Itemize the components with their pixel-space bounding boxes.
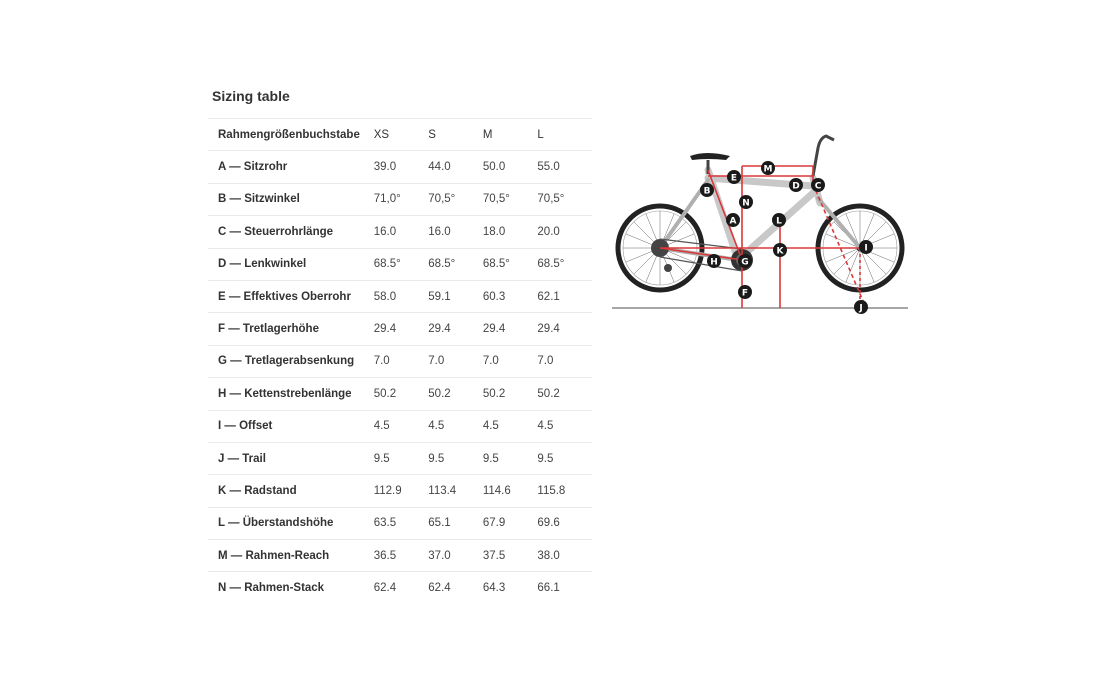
handlebar	[813, 136, 834, 176]
row-value: 62.4	[374, 572, 429, 604]
row-value: 16.0	[374, 216, 429, 248]
table-row	[208, 572, 592, 604]
row-value: 115.8	[537, 475, 592, 507]
row-label: L — Überstandshöhe	[208, 507, 374, 539]
row-label: A — Sitzrohr	[208, 151, 374, 183]
row-value: 9.5	[537, 442, 592, 474]
table-row	[208, 151, 592, 183]
table-row	[208, 442, 592, 474]
svg-text:K: K	[776, 246, 784, 257]
row-value: 29.4	[537, 313, 592, 345]
row-value: 62.1	[537, 280, 592, 312]
row-value: 4.5	[374, 410, 429, 442]
row-value: 63.5	[374, 507, 429, 539]
svg-text:D: D	[792, 181, 800, 192]
row-label: C — Steuerrohrlänge	[208, 216, 374, 248]
row-label: M — Rahmen-Reach	[208, 540, 374, 572]
row-value: 37.0	[428, 540, 483, 572]
marker-h	[707, 254, 721, 268]
row-value: 9.5	[428, 442, 483, 474]
row-value: 50.2	[537, 378, 592, 410]
row-value: 68.5°	[483, 248, 538, 280]
marker-i	[859, 240, 873, 254]
svg-text:N: N	[742, 198, 750, 209]
svg-text:M: M	[763, 164, 773, 175]
marker-j	[854, 300, 868, 314]
row-value: 4.5	[537, 410, 592, 442]
row-label: F — Tretlagerhöhe	[208, 313, 374, 345]
row-value: 113.4	[428, 475, 483, 507]
row-value: 67.9	[483, 507, 538, 539]
row-value: 50.2	[374, 378, 429, 410]
page-title: Sizing table	[212, 88, 290, 104]
table-row	[208, 378, 592, 410]
marker-d	[789, 178, 803, 192]
table-row	[208, 507, 592, 539]
row-value: 70,5°	[483, 183, 538, 215]
column-header: L	[537, 119, 592, 151]
marker-f	[738, 285, 752, 299]
row-value: 50.0	[483, 151, 538, 183]
row-value: 50.2	[483, 378, 538, 410]
sizing-table	[208, 118, 592, 604]
row-value: 39.0	[374, 151, 429, 183]
row-label: G — Tretlagerabsenkung	[208, 345, 374, 377]
row-value: 59.1	[428, 280, 483, 312]
row-value: 112.9	[374, 475, 429, 507]
row-value: 20.0	[537, 216, 592, 248]
svg-text:A: A	[729, 216, 737, 227]
row-value: 71,0°	[374, 183, 429, 215]
row-value: 29.4	[483, 313, 538, 345]
row-label: N — Rahmen-Stack	[208, 572, 374, 604]
row-value: 16.0	[428, 216, 483, 248]
column-header: Rahmengrößenbuchstabe	[208, 119, 374, 151]
svg-text:C: C	[814, 181, 822, 192]
table-row	[208, 248, 592, 280]
marker-e	[727, 170, 741, 184]
row-label: D — Lenkwinkel	[208, 248, 374, 280]
svg-text:F: F	[741, 288, 749, 299]
row-value: 37.5	[483, 540, 538, 572]
row-value: 62.4	[428, 572, 483, 604]
table-row	[208, 183, 592, 215]
table-row	[208, 280, 592, 312]
row-value: 44.0	[428, 151, 483, 183]
row-value: 68.5°	[428, 248, 483, 280]
bike-geometry-diagram	[608, 118, 910, 320]
marker-n	[739, 195, 753, 209]
svg-text:B: B	[703, 186, 711, 197]
column-header: XS	[374, 119, 429, 151]
row-value: 66.1	[537, 572, 592, 604]
table-row	[208, 410, 592, 442]
marker-m	[761, 161, 775, 175]
row-label: K — Radstand	[208, 475, 374, 507]
svg-text:I: I	[864, 243, 868, 254]
row-value: 64.3	[483, 572, 538, 604]
table-header-row	[208, 119, 592, 151]
row-value: 70,5°	[428, 183, 483, 215]
svg-text:E: E	[730, 173, 738, 184]
row-value: 9.5	[483, 442, 538, 474]
row-value: 29.4	[374, 313, 429, 345]
row-value: 7.0	[374, 345, 429, 377]
table-row	[208, 540, 592, 572]
row-value: 9.5	[374, 442, 429, 474]
row-value: 7.0	[483, 345, 538, 377]
row-value: 60.3	[483, 280, 538, 312]
row-value: 68.5°	[374, 248, 429, 280]
row-value: 68.5°	[537, 248, 592, 280]
marker-g	[738, 254, 752, 268]
marker-b	[700, 183, 714, 197]
svg-text:G: G	[741, 257, 749, 268]
row-value: 29.4	[428, 313, 483, 345]
table-row	[208, 345, 592, 377]
svg-text:H: H	[710, 257, 718, 268]
svg-text:J: J	[859, 303, 863, 314]
row-value: 114.6	[483, 475, 538, 507]
marker-k	[773, 243, 787, 257]
row-label: I — Offset	[208, 410, 374, 442]
row-value: 69.6	[537, 507, 592, 539]
row-label: E — Effektives Oberrohr	[208, 280, 374, 312]
row-value: 70,5°	[537, 183, 592, 215]
row-label: H — Kettenstrebenlänge	[208, 378, 374, 410]
row-label: J — Trail	[208, 442, 374, 474]
row-value: 65.1	[428, 507, 483, 539]
column-header: M	[483, 119, 538, 151]
table-row	[208, 313, 592, 345]
table-row	[208, 475, 592, 507]
svg-text:L: L	[776, 216, 782, 227]
row-label: B — Sitzwinkel	[208, 183, 374, 215]
table-row	[208, 216, 592, 248]
row-value: 7.0	[537, 345, 592, 377]
row-value: 58.0	[374, 280, 429, 312]
row-value: 7.0	[428, 345, 483, 377]
row-value: 4.5	[428, 410, 483, 442]
saddle	[690, 153, 730, 160]
spoke	[834, 248, 860, 274]
row-value: 50.2	[428, 378, 483, 410]
row-value: 55.0	[537, 151, 592, 183]
row-value: 18.0	[483, 216, 538, 248]
row-value: 36.5	[374, 540, 429, 572]
marker-c	[811, 178, 825, 192]
row-value: 4.5	[483, 410, 538, 442]
marker-l	[772, 213, 786, 227]
column-header: S	[428, 119, 483, 151]
row-value: 38.0	[537, 540, 592, 572]
marker-a	[726, 213, 740, 227]
